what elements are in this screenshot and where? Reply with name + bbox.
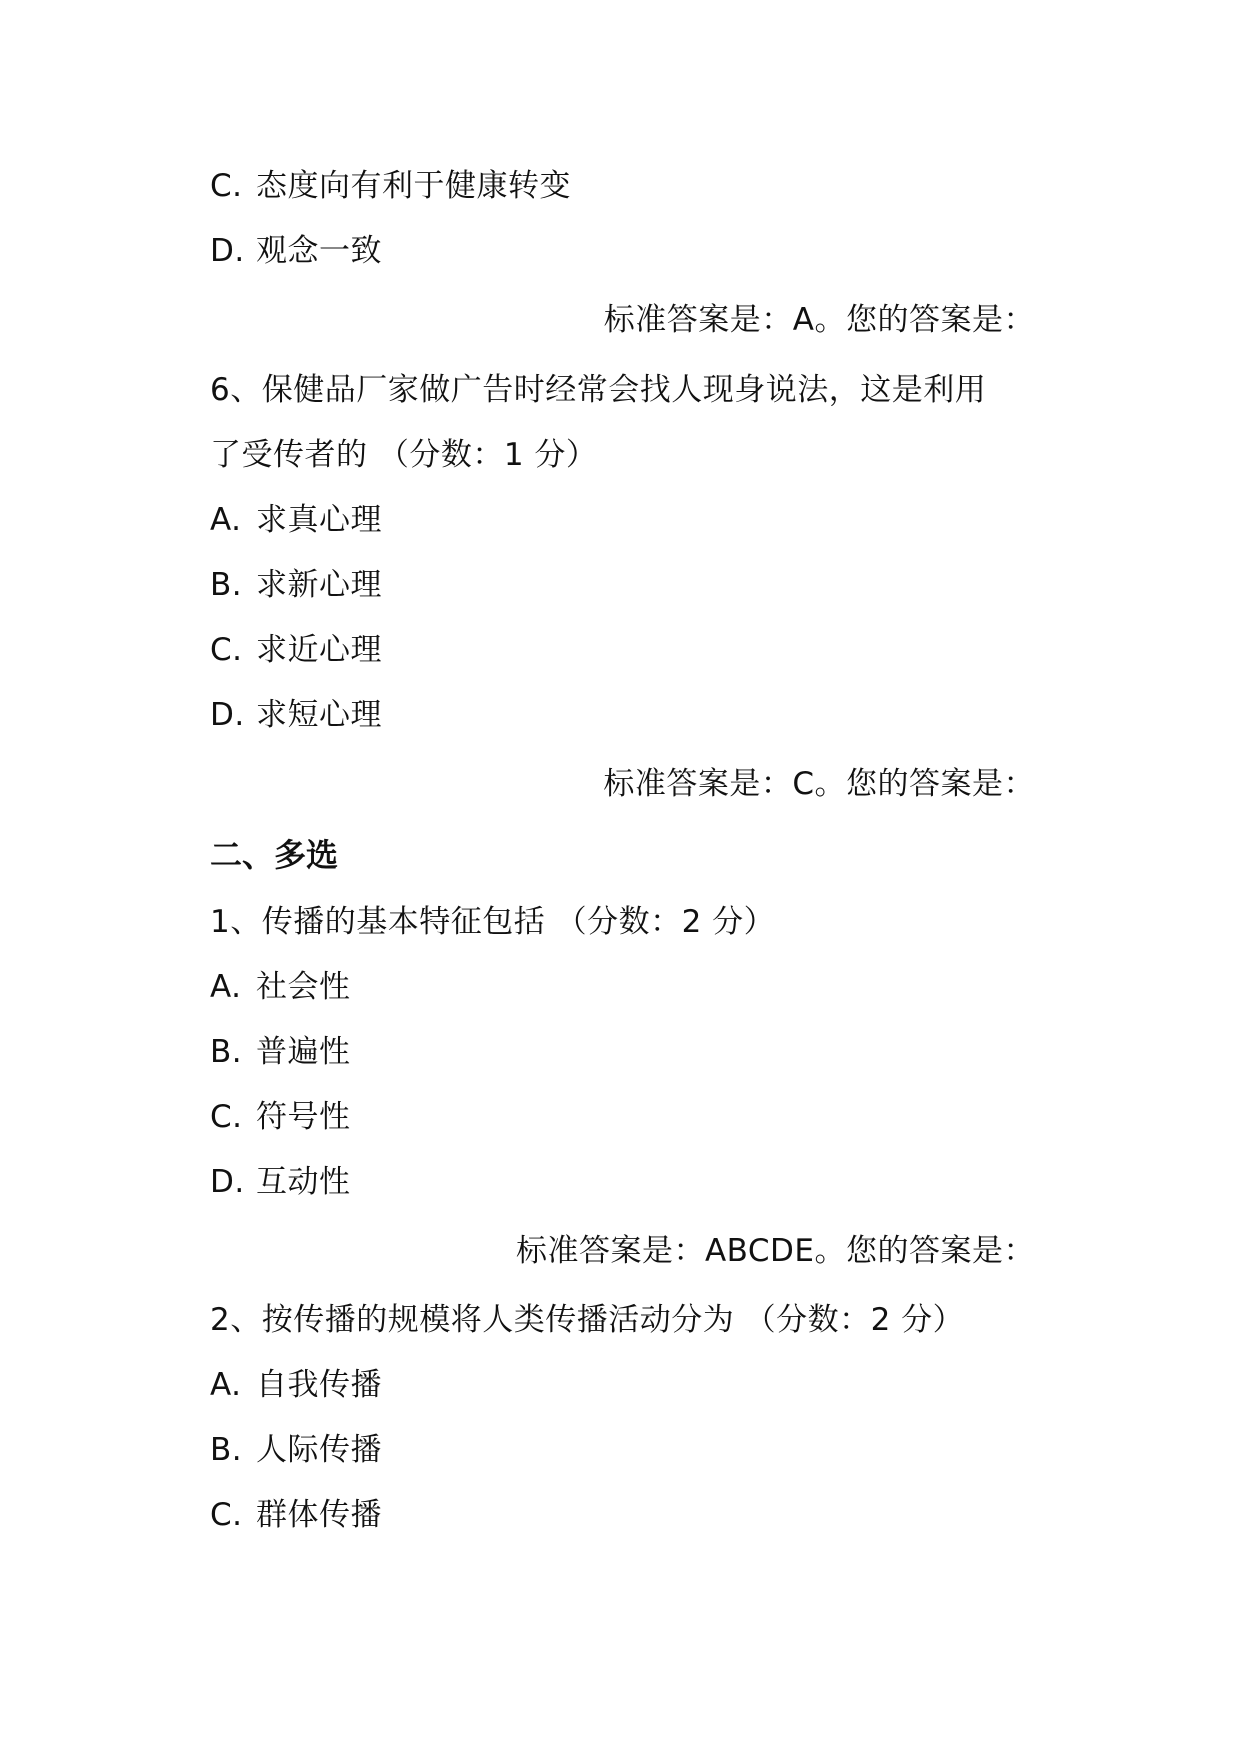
option-letter: D. [210,233,245,269]
option-letter: C. [210,168,243,204]
option-letter: D. [210,697,245,733]
option-d [210,1162,351,1202]
option-text: 求真心理 [256,502,382,538]
option-text: 自我传播 [256,1367,382,1403]
option-text: 求短心理 [256,697,382,733]
option-letter: C. [210,1099,243,1135]
option-text: 态度向有利于健康转变 [256,168,571,204]
question-text-continued: 了受传者的 （分数：1 分） [210,437,598,473]
option-b [210,1430,382,1470]
option-d [210,231,382,271]
question-text: 1、传播的基本特征包括 （分数：2 分） [210,904,776,940]
section-heading: 二、多选 [210,836,339,874]
option-c [210,1097,351,1137]
option-text: 求新心理 [256,567,382,603]
option-text: 社会性 [256,969,351,1005]
option-letter: B. [210,567,243,603]
option-letter: A. [210,502,242,538]
option-letter: D. [210,1164,245,1200]
option-text: 互动性 [256,1164,351,1200]
option-text: 人际传播 [256,1432,382,1468]
option-letter: C. [210,1497,243,1533]
option-d [210,695,382,735]
option-letter: B. [210,1432,243,1468]
option-b [210,1032,351,1072]
option-text: 普遍性 [256,1034,351,1070]
option-text: 符号性 [256,1099,351,1135]
standard-answer: 标准答案是：ABCDE。您的答案是： [515,1233,1035,1269]
option-a [210,1365,382,1405]
option-letter: A. [210,1367,242,1403]
option-letter: A. [210,969,242,1005]
option-c [210,1495,382,1535]
option-c [210,630,382,670]
standard-answer: 标准答案是：C。您的答案是： [603,766,1035,802]
option-a [210,967,351,1007]
option-text: 观念一致 [256,233,382,269]
option-text: 求近心理 [256,632,382,668]
question-text: 6、保健品厂家做广告时经常会找人现身说法，这是利用 [210,372,987,408]
option-text: 群体传播 [256,1497,382,1533]
option-b [210,565,382,605]
option-a [210,500,382,540]
option-c [210,166,571,206]
option-letter: B. [210,1034,243,1070]
question-text: 2、按传播的规模将人类传播活动分为 （分数：2 分） [210,1302,965,1338]
standard-answer: 标准答案是：A。您的答案是： [603,302,1035,338]
option-letter: C. [210,632,243,668]
